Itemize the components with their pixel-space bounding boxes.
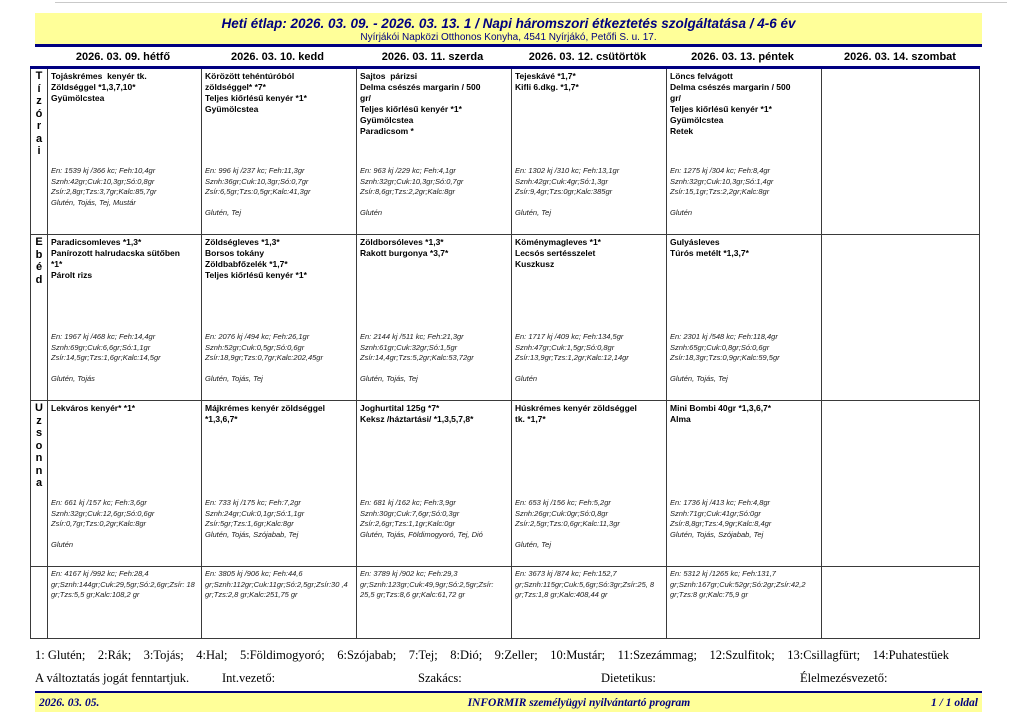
meal-row-tízórai [31,69,979,234]
menu-items: Tojáskrémes kenyér tk. Zöldséggel *1,3,7,10* Gyümölcstea [51,71,147,103]
title-band [35,13,982,47]
footer-bar [35,691,982,712]
footer-page: 1 / 1 oldal [931,696,978,709]
menu-cell [356,235,511,400]
menu-cell [511,401,666,566]
nutrition-info: En: 653 kj /156 kc; Feh:5,2gr Sznh:26gr;Cuk:0gr;Só:0,8gr Zsír:2,5gr;Tzs:0,6gr;Kalc:11,3gr Glutén, Tej [515,498,620,549]
footer-program: INFORMIR személyügyi nyilvántartó program [467,696,691,709]
nutrition-info: En: 733 kj /175 kc; Feh:7,2gr Sznh:24gr;Cuk:0,1gr;Só:1,1gr Zsír:5gr;Tzs:1,6gr;Kalc:8gr Glutén, Tojás, Szójabab, Tej [205,498,305,539]
signature-int-vezeto: Int.vezető: [222,671,276,685]
menu-cell [821,235,979,400]
nutrition-info: En: 1717 kj /409 kc; Feh:134,5gr Sznh:47gr;Cuk:1,5gr;Só:0,8gr Zsír:13,9gr;Tzs:1,2gr;Kalc:12,14gr Glutén [515,332,629,383]
nutrition-info: En: 996 kj /237 kc; Feh:11,3gr Sznh:36gr;Cuk:10,3gr;Só:0,7gr Zsír:6,5gr;Tzs:0,5gr;Kalc:41,3gr Glutén, Tej [205,166,311,217]
meal-row-uzsonna [31,400,979,566]
daily-total-cell: En: 3673 kj /874 kc; Feh:152,7 gr;Sznh:115gr;Cuk:5,6gr;Só:3gr;Zsír:25, 8 gr;Tzs:1,8 gr;Kalc:408,44 gr [511,567,666,638]
signature-elelmezes: Élelmezésvezető: [800,671,888,685]
nutrition-info: En: 1967 kj /468 kc; Feh:14,4gr Sznh:69gr;Cuk:6,6gr;Só:1,1gr Zsír:14,5gr;Tzs:1,6gr;Kalc:14,5gr Glutén, Tojás [51,332,161,383]
rights-note: A változtatás jogát fenntartjuk. [35,671,190,685]
menu-cell [666,401,821,566]
menu-cell [666,235,821,400]
menu-items: Zöldségleves *1,3* Borsos tokány Zöldbabfőzelék *1,7* Teljes kiőrlésű kenyér *1* [205,237,307,280]
day-column-headers [30,50,980,66]
nutrition-info: En: 1302 kj /310 kc; Feh:13,1gr Sznh:42gr;Cuk:4gr;Só:1,3gr Zsír:9,4gr;Tzs:0gr;Kalc:385gr Glutén, Tej [515,166,620,217]
nutrition-info: En: 963 kj /229 kc; Feh:4,1gr Sznh:32gr;Cuk:10,3gr;Só:0,7gr Zsír:8,6gr;Tzs:2,2gr;Kalc:8gr Glutén [360,166,464,217]
page-top-rule [55,2,1007,3]
menu-items: Tejeskávé *1,7* Kifli 6.dkg. *1,7* [515,71,579,92]
menu-items: Húskrémes kenyér zöldséggel tk. *1,7* [515,403,637,424]
daily-total-cell: En: 3805 kj /906 kc; Feh:44,6 gr;Sznh:112gr;Cuk:11gr;Só:2,5gr;Zsír:30 ,4 gr;Tzs:2,8 gr;Kalc:251,75 gr [201,567,356,638]
row-label-ebéd: E b é d [35,236,43,286]
menu-cell [47,235,201,400]
nutrition-info: En: 2076 kj /494 kc; Feh:26,1gr Sznh:52gr;Cuk:0,5gr;Só:0,6gr Zsír:18,9gr;Tzs:0,7gr;Kalc:202,45gr Glutén, Tojás, Tej [205,332,323,383]
column-header-monday: 2026. 03. 09. hétfő [75,51,171,63]
menu-items: Löncs felvágott Delma csészés margarin / 500 gr/ Teljes kiőrlésű kenyér *1* Gyümölcstea Retek [670,71,791,136]
allergen-legend: 1: Glutén; 2:Rák; 3:Tojás; 4:Hal; 5:Földimogyoró; 6:Szójabab; 7:Tej; 8:Dió; 9:Zeller; 10:Mustár; 11:Szezámmag; 12:Szulfitok; 13:Csillagfürt; 14:Puhatestüek [35,648,950,662]
totals-label-stub [31,567,47,638]
menu-cell [356,69,511,234]
row-label-tízórai: T í z ó r a i [35,70,43,157]
menu-cell [821,401,979,566]
nutrition-info: En: 1736 kj /413 kc; Feh:4,8gr Sznh:71gr;Cuk:41gr;Só:0gr Zsír:8,8gr;Tzs:4,9gr;Kalc:8,4gr Glutén, Tojás, Szójabab, Tej [670,498,772,539]
menu-items: Zöldborsóleves *1,3* Rakott burgonya *3,7* [360,237,449,258]
signature-dietetikus: Dietetikus: [601,671,656,685]
column-header-stub [30,50,46,66]
menu-items: Gulyásleves Túrós metélt *1,3,7* [670,237,749,258]
nutrition-info: En: 681 kj /162 kc; Feh:3,9gr Sznh:30gr;Cuk:7,6gr;Só:0,3gr Zsír:2,6gr;Tzs:1,1gr;Kalc:0gr Glutén, Tojás, Földimogyoró, Tej, Dió [360,498,483,539]
column-header-thursday: 2026. 03. 12. csütörtök [528,51,647,63]
nutrition-info: En: 1539 kj /366 kc; Feh:10,4gr Sznh:42gr;Cuk:10,3gr;Só:0,8gr Zsír:2,8gr;Tzs:3,7gr;Kalc:85,7gr Glutén, Tojás, Tej, Mustár [51,166,157,207]
nutrition-info: En: 2301 kj /548 kc; Feh:118,4gr Sznh:65gr;Cuk:0,8gr;Só:0,6gr Zsír:18,3gr;Tzs:0,9gr;Kalc:59,5gr Glutén, Tojás, Tej [670,332,780,383]
menu-cell [201,401,356,566]
menu-cell [47,69,201,234]
menu-cell [201,69,356,234]
menu-items: Májkrémes kenyér zöldséggel *1,3,6,7* [205,403,326,424]
menu-cell [666,69,821,234]
menu-cell [356,401,511,566]
meal-row-ebéd [31,234,979,400]
page-title: Heti étlap: 2026. 03. 09. - 2026. 03. 13. 1 / Napi háromszori étkeztetés szolgáltatása / 4-6 év [221,16,796,31]
page-subtitle: Nyírjákói Napközi Otthonos Konyha, 4541 Nyírjákó, Petőfi S. u. 17. [360,32,657,43]
footer-date: 2026. 03. 05. [39,696,100,709]
menu-items: Joghurtital 125g *7* Keksz /háztartási/ *1,3,5,7,8* [360,403,474,424]
column-header-wednesday: 2026. 03. 11. szerda [381,51,484,63]
menu-items: Sajtos párizsi Delma csészés margarin / 500 gr/ Teljes kiőrlésű kenyér *1* Gyümölcstea Paradicsom * [360,71,481,136]
daily-totals-row [31,566,979,638]
menu-items: Köménymagleves *1* Lecsós sertésszelet Kuszkusz [515,237,601,269]
menu-cell [201,235,356,400]
daily-total-cell: En: 3789 kj /902 kc; Feh:29,3 gr;Sznh:123gr;Cuk:49,9gr;Só:2,5gr;Zsír: 25,5 gr;Tzs:8,6 gr;Kalc:61,72 gr [356,567,511,638]
column-header-tuesday: 2026. 03. 10. kedd [231,51,324,63]
menu-cell [511,235,666,400]
menu-items: Mini Bombi 40gr *1,3,6,7* Alma [670,403,772,424]
nutrition-info: En: 1275 kj /304 kc; Feh:8,4gr Sznh:32gr;Cuk:10,3gr;Só:1,4gr Zsír:15,1gr;Tzs:2,2gr;Kalc:8gr Glutén [670,166,774,217]
menu-cell [47,401,201,566]
menu-table [30,69,980,639]
menu-items: Paradicsomleves *1,3* Panírozott halrudacska sütőben *1* Párolt rizs [51,237,180,280]
menu-cell [511,69,666,234]
menu-cell [821,69,979,234]
daily-total-cell: En: 5312 kj /1265 kc; Feh:131,7 gr;Sznh:167gr;Cuk:52gr;Só:2gr;Zsír:42,2 gr;Tzs:8 gr;Kalc:75,9 gr [666,567,821,638]
daily-total-cell: En: 4167 kj /992 kc; Feh:28,4 gr;Sznh:144gr;Cuk:29,5gr;Só:2,6gr;Zsír: 18 gr;Tzs:5,5 gr;Kalc:108,2 gr [47,567,201,638]
nutrition-info: En: 661 kj /157 kc; Feh:3,6gr Sznh:32gr;Cuk:12,6gr;Só:0,6gr Zsír:0,7gr;Tzs:0,2gr;Kalc:8gr Glutén [51,498,155,549]
signature-szakacs: Szakács: [418,671,462,685]
daily-total-cell [821,567,979,638]
menu-items: Körözött tehéntúróból zöldséggel* *7* Teljes kiőrlésű kenyér *1* Gyümölcstea [205,71,307,114]
column-header-friday: 2026. 03. 13. péntek [691,51,794,63]
row-label-uzsonna: U z s o n n a [35,402,43,489]
menu-items: Lekváros kenyér* *1* [51,403,136,413]
nutrition-info: En: 2144 kj /511 kc; Feh:21,3gr Sznh:61gr;Cuk:32gr;Só:1,5gr Zsír:14,4gr;Tzs:5,2gr;Kalc:53,72gr Glutén, Tojás, Tej [360,332,474,383]
column-header-saturday: 2026. 03. 14. szombat [844,51,956,63]
